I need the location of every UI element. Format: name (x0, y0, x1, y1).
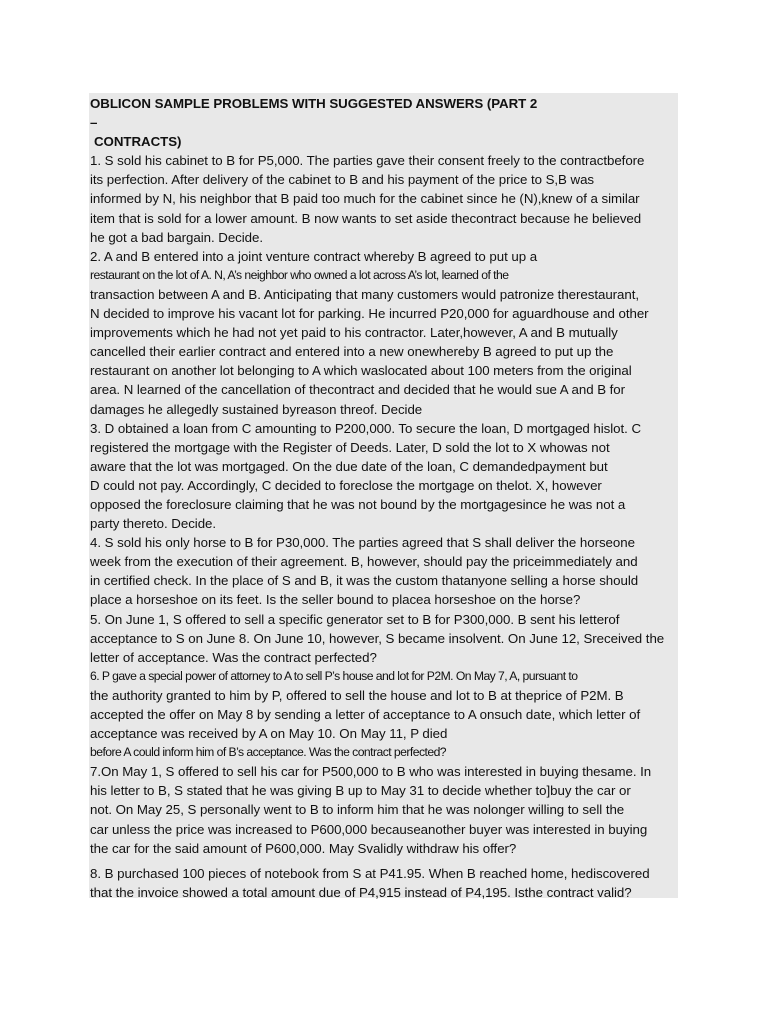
problem-line: aware that the lot was mortgaged. On the due date of the loan, C demandedpayment but (90, 458, 608, 474)
problem-line: place a horseshoe on its feet. Is the seller bound to placea horseshoe on the horse? (90, 592, 581, 608)
problem-2 (90, 247, 678, 419)
document-title-line-3: CONTRACTS) (94, 134, 182, 150)
problem-line: cancelled their earlier contract and entered into a new onewhereby B agreed to put up the (90, 344, 614, 360)
problem-line: area. N learned of the cancellation of thecontract and decided that he would sue A and B for (90, 382, 626, 398)
problem-line: 2. A and B entered into a joint venture contract whereby B agreed to put up a (90, 248, 538, 264)
problem-line: 4. S sold his only horse to B for P30,000. The parties agreed that S shall deliver the horseone (90, 535, 635, 551)
problem-line: acceptance to S on June 8. On June 10, however, S became insolvent. On June 12, Sreceived the (90, 630, 665, 646)
problem-line: N decided to improve his vacant lot for parking. He incurred P20,000 for aguardhouse and other (90, 306, 649, 322)
problem-6 (90, 667, 678, 762)
problem-4 (90, 533, 678, 609)
problem-line: registered the mortgage with the Register of Deeds. Later, D sold the lot to X whowas not (90, 439, 610, 455)
problem-7 (90, 762, 678, 857)
problem-line: the car for the said amount of P600,000. May Svalidly withdraw his offer? (90, 840, 517, 856)
problem-line: 3. D obtained a loan from C amounting to P200,000. To secure the loan, D mortgaged hislot. C (90, 420, 642, 436)
problem-line: opposed the foreclosure claiming that he was not bound by the mortgagesince he was not a (90, 496, 626, 512)
problem-line: 5. On June 1, S offered to sell a specific generator set to B for P300,000. B sent his letterof (90, 611, 620, 627)
problem-line: he got a bad bargain. Decide. (90, 229, 264, 245)
document-text (90, 94, 678, 902)
problem-line: his letter to B, S stated that he was giving B up to May 31 to decide whether to]buy the car or (90, 783, 631, 799)
problem-line: restaurant on another lot belonging to A which waslocated about 100 meters from the original (90, 363, 632, 379)
problem-line: acceptance was received by A on May 10. On May 11, P died (90, 726, 448, 742)
problem-line: D could not pay. Accordingly, C decided to foreclose the mortgage on thelot. X, however (90, 477, 602, 493)
problem-line: accepted the offer on May 8 by sending a letter of acceptance to A onsuch date, which letter of (90, 707, 641, 722)
problem-line: 7.On May 1, S offered to sell his car for P500,000 to B who was interested in buying thesame. In (90, 764, 652, 780)
problem-line: restaurant on the lot of A. N, A’s neighbor who owned a lot across A’s lot, learned of the (90, 267, 509, 282)
problem-line: the authority granted to him by P, offered to sell the house and lot to B at theprice of P2M. B (90, 687, 624, 703)
problem-8 (90, 864, 678, 902)
problem-line: its perfection. After delivery of the cabinet to B and his payment of the price to S,B was (90, 172, 595, 188)
problem-line: party thereto. Decide. (90, 516, 217, 532)
problem-line: 8. B purchased 100 pieces of notebook from S at P41.95. When B reached home, hediscovered (90, 865, 650, 881)
problem-1 (90, 151, 678, 246)
document-title-line-2: – (90, 115, 98, 131)
problem-line: letter of acceptance. Was the contract perfected? (90, 649, 377, 665)
problem-line: 1. S sold his cabinet to B for P5,000. The parties gave their consent freely to the contractbefore (90, 153, 645, 169)
problem-line: not. On May 25, S personally went to B to inform him that he was nolonger willing to sell the (90, 802, 625, 818)
problem-line: item that is sold for a lower amount. B now wants to set aside thecontract because he believed (90, 210, 642, 226)
problem-line: car unless the price was increased to P600,000 becauseanother buyer was interested in buying (90, 821, 648, 837)
problem-line: informed by N, his neighbor that B paid too much for the cabinet since he (N),knew of a similar (90, 191, 640, 207)
problem-5 (90, 610, 678, 667)
problem-line: before A could inform him of B’s acceptance. Was the contract perfected? (90, 745, 447, 760)
problem-line: transaction between A and B. Anticipating that many customers would patronize therestaurant, (90, 286, 640, 302)
problem-line: 6. P gave a special power of attorney to A to sell P’s house and lot for P2M. On May 7, A, pursuant to (90, 668, 578, 683)
problem-line: in certified check. In the place of S and B, it was the custom thatanyone selling a horse should (90, 573, 639, 589)
problem-line: improvements which he had not yet paid to his contractor. Later,however, A and B mutually (90, 325, 618, 341)
problem-line: that the invoice showed a total amount due of P4,915 instead of P4,195. Isthe contract valid? (90, 884, 632, 900)
problem-3 (90, 419, 678, 534)
problem-line: damages he allegedly sustained byreason threof. Decide (90, 401, 423, 417)
problem-line: week from the execution of their agreement. B, however, should pay the priceimmediately and (90, 554, 638, 570)
document-title-line-1: OBLICON SAMPLE PROBLEMS WITH SUGGESTED ANSWERS (PART 2 (90, 96, 538, 111)
